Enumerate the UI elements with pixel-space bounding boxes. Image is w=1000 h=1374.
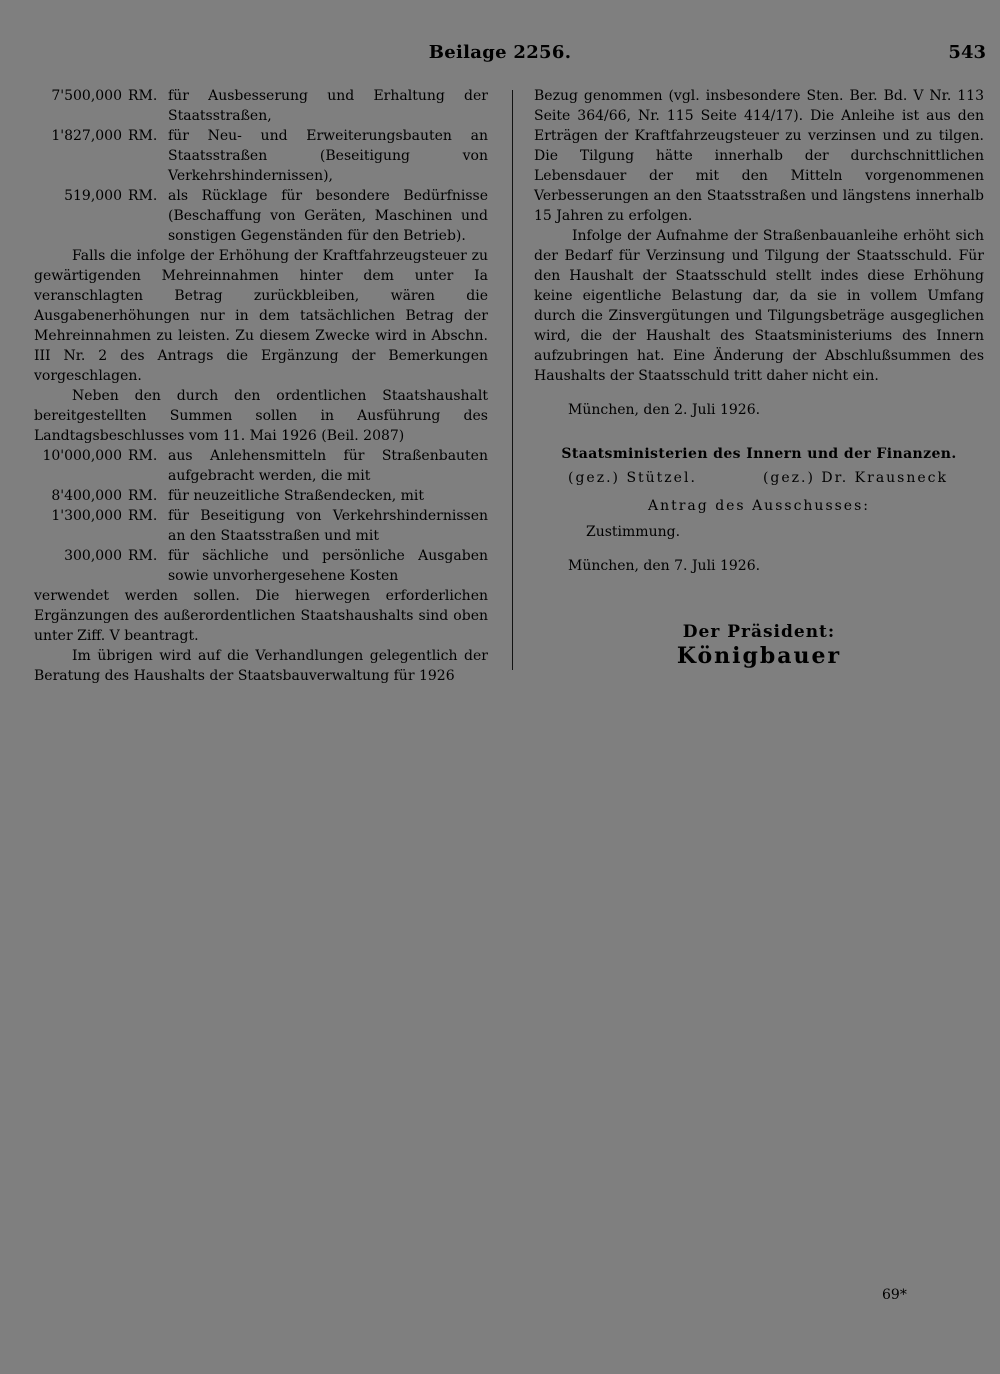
- paragraph: Falls die infolge der Erhöhung der Kraftfahrzeugsteuer zu gewärtigenden Mehreinnahmen hinter dem unter Ia veranschlagten Betrag zurückbleiben, wären die Ausgabenerhöhungen nur in dem tatsächlichen Betrag der Mehreinnahmen zu leisten. Zu diesem Zwecke wird in Abschn. III Nr. 2 des Antrags die Ergänzung der Bemerkungen vorgeschlagen.: [34, 248, 488, 384]
- paragraph: Neben den durch den ordentlichen Staatshaushalt bereitgestellten Summen sollen in Ausführung des Landtagsbeschlusses vom 11. Mai 1926 (Beil. 2087): [34, 388, 488, 444]
- paragraph: Bezug genommen (vgl. insbesondere Sten. Ber. Bd. V Nr. 113 Seite 364/66, Nr. 115 Seite 414/17). Die Anleihe ist aus den Erträgen der Kraftfahrzeugsteuer zu verzinsen und zu tilgen. Die Tilgung hätte innerhalb der durchschnittlichen Lebensdauer der mit den Mitteln vorgenommenen Verbesserungen an den Staatsstraßen und längstens innerhalb 15 Jahren zu erfolgen.: [534, 88, 984, 224]
- signatory-ministries: Staatsministerien des Innern und der Finanzen.: [561, 446, 957, 462]
- signature-stuetzel: (gez.) Stützel.: [568, 470, 697, 486]
- signature-krausneck: (gez.) Dr. Krausneck: [762, 470, 948, 486]
- committee-approval: Zustimmung.: [586, 524, 681, 540]
- paragraph: Infolge der Aufnahme der Straßenbauanleihe erhöht sich der Bedarf für Verzinsung und Tilgung der Staatsschuld. Für den Haushalt der Staatsschuld stellt indes diese Erhöhung keine eigentliche Belastung dar, da sie in vollem Umfang durch die Zinsvergütungen und Tilgungsbeträge ausgeglichen wird, die der Haushalt des Staatsministeriums des Innern aufzubringen hat. Eine Änderung der Abschlußsummen des Haushalts der Staatsschuld tritt daher nicht ein.: [534, 228, 984, 384]
- item-currency: RM.: [128, 548, 158, 564]
- president-name: Königbauer: [676, 643, 842, 669]
- page-header-title: Beilage 2256.: [428, 42, 572, 63]
- item-description: für Ausbesserung und Erhaltung der Staatsstraßen,: [168, 88, 488, 124]
- item-description: für sächliche und persönliche Ausgaben sowie unvorhergesehene Kosten: [168, 548, 488, 584]
- item-currency: RM.: [128, 448, 158, 464]
- item-amount: 300,000: [64, 548, 122, 564]
- column-divider: [512, 90, 513, 670]
- budget-item: [34, 446, 488, 486]
- paragraph: verwendet werden sollen. Die hierwegen erforderlichen Ergänzungen des außerordentlichen Staatshaushalts sind oben unter Ziff. V beantragt.: [34, 588, 488, 644]
- item-currency: RM.: [128, 188, 158, 204]
- signature-line: [534, 464, 984, 488]
- item-amount: 1'300,000: [51, 508, 122, 524]
- item-amount: 10'000,000: [42, 448, 122, 464]
- budget-item: [34, 486, 488, 506]
- paragraph: Im übrigen wird auf die Verhandlungen gelegentlich der Beratung des Haushalts der Staatsbauverwaltung für 1926: [34, 648, 488, 684]
- item-amount: 1'827,000: [51, 128, 122, 144]
- right-column: [534, 86, 984, 669]
- budget-item: [34, 546, 488, 586]
- item-description: für Beseitigung von Verkehrshindernissen an den Staatsstraßen und mit: [168, 508, 488, 544]
- item-currency: RM.: [128, 488, 158, 504]
- item-description: als Rücklage für besondere Bedürfnisse (Beschaffung von Geräten, Maschinen und sonstigen Gegenständen für den Betrieb).: [168, 188, 488, 244]
- budget-item: [34, 126, 488, 186]
- budget-item: [34, 506, 488, 546]
- sheet-mark: 69*: [882, 1287, 907, 1303]
- item-amount: 7'500,000: [51, 88, 122, 104]
- signing-date: München, den 2. Juli 1926.: [568, 402, 761, 418]
- committee-motion-heading: Antrag des Ausschusses:: [647, 498, 870, 514]
- president-title: Der Präsident:: [682, 622, 836, 642]
- item-amount: 8'400,000: [51, 488, 122, 504]
- item-currency: RM.: [128, 128, 158, 144]
- committee-date: München, den 7. Juli 1926.: [568, 558, 761, 574]
- left-column: [34, 86, 488, 686]
- item-currency: RM.: [128, 88, 158, 104]
- page-number: 543: [948, 42, 986, 63]
- item-description: für neuzeitliche Straßendecken, mit: [168, 488, 425, 504]
- item-description: aus Anlehensmitteln für Straßenbauten aufgebracht werden, die mit: [168, 448, 488, 484]
- item-description: für Neu- und Erweiterungsbauten an Staatsstraßen (Beseitigung von Verkehrshindernissen),: [168, 128, 488, 184]
- item-currency: RM.: [128, 508, 158, 524]
- budget-item: [34, 186, 488, 246]
- budget-item: [34, 86, 488, 126]
- item-amount: 519,000: [64, 188, 122, 204]
